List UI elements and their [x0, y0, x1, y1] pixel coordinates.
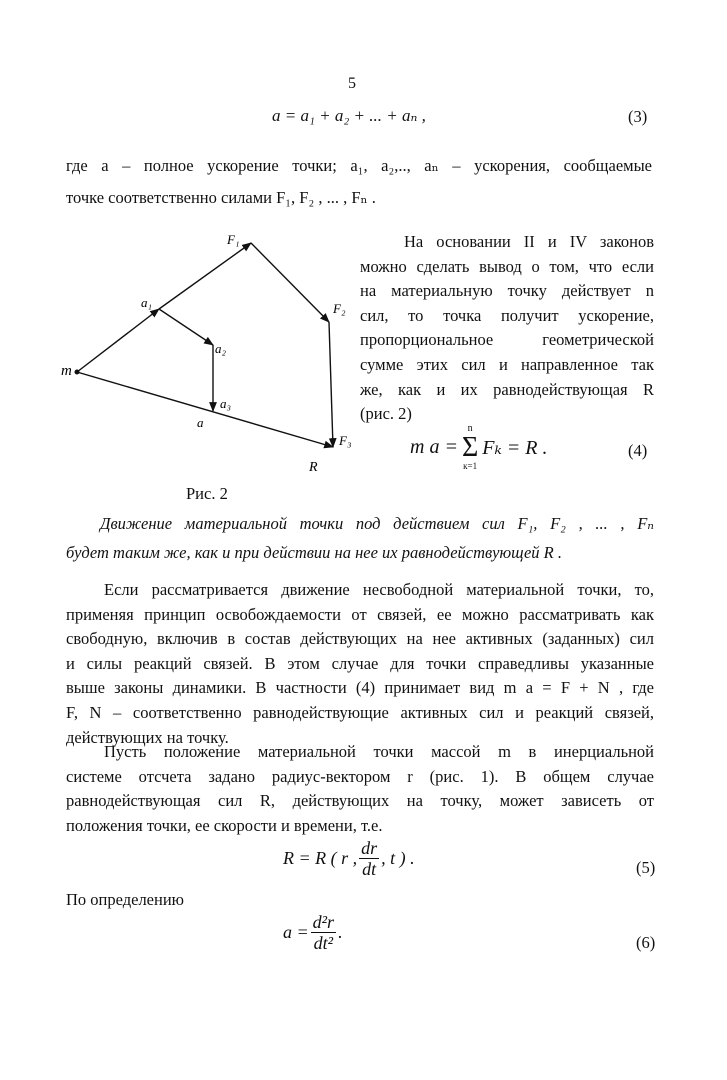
right-paragraph-line: На основании II и IV законов — [404, 232, 654, 251]
paragraph-line: свободную, включив в состав действующих на нее активных (заданных) сил — [66, 629, 654, 649]
sigma-symbol: Σ — [461, 432, 479, 463]
right-paragraph-line: сил, то точка получит ускорение, — [360, 305, 654, 325]
where-line-2: точке соответственно силами F₁, F₂ , ... , Fₙ . — [66, 188, 376, 207]
fraction-denominator: dt — [362, 859, 377, 879]
paragraph-line: положения точки, ее скорости и времени, т.е. — [66, 815, 383, 835]
right-paragraph-line: пропорциональное геометрической — [360, 330, 654, 350]
paragraph-line: и силы реакций связей. В этом случае для точки справедливы указанные — [66, 653, 654, 673]
right-paragraph — [360, 230, 654, 427]
equation-6-right: . — [338, 922, 343, 942]
equation-3: a = a₁ + a₂ + ... + aₙ , — [272, 106, 426, 125]
vector-F2 — [251, 243, 329, 322]
equation-5-left: R = R ( r , — [283, 848, 358, 868]
italic-statement — [100, 510, 654, 538]
paragraph-line: действующих на точку. — [66, 727, 229, 747]
label-F3: F₃ — [339, 433, 352, 448]
label-a1: a₁ — [141, 295, 153, 310]
force-polygon-figure — [55, 225, 370, 485]
italic-statement-2 — [66, 539, 562, 567]
paragraph-constraints — [66, 578, 654, 750]
equation-5-right: , t ) . — [381, 848, 415, 868]
paragraph-position — [66, 740, 654, 838]
fraction-numerator: dr — [361, 838, 378, 858]
equation-3-number: (3) — [628, 107, 648, 126]
right-paragraph-line: же, как и их равнодействующая R — [360, 379, 654, 399]
vector-F1 — [159, 243, 251, 309]
paragraph-line: применяя принцип освобождаемости от связей, ее можно рассматривать как — [66, 604, 654, 624]
italic-statement-line: будет таким же, как и при действии на нее их равнодействующей R . — [66, 543, 563, 562]
paragraph-line: системе отсчета задано радиус-вектором r (рис. 1). В общем случае — [66, 766, 654, 786]
summation — [462, 424, 478, 471]
right-paragraph-line: на материальную точку действует n — [360, 281, 654, 301]
label-m: m — [61, 363, 72, 379]
right-paragraph-line: (рис. 2) — [360, 404, 412, 424]
label-a2: a₂ — [215, 341, 227, 356]
equation-4-right: Fₖ = R . — [482, 437, 548, 459]
label-F2: F₂ — [333, 301, 346, 316]
equation-4 — [410, 424, 547, 471]
where-line-1: где a – полное ускорение точки; a₁, a₂,.., aₙ – ускорения, сообщаемые — [66, 156, 652, 175]
fraction-denominator: dt² — [313, 933, 334, 953]
italic-statement-line: Движение материальной точки под действием сил F₁, F₂ , ... , Fₙ — [100, 514, 654, 533]
fraction-numerator: d²r — [312, 912, 335, 932]
vector-F3 — [329, 322, 333, 447]
label-R: R — [309, 460, 318, 475]
label-a3: a₃ — [220, 396, 232, 411]
equation-6 — [283, 912, 343, 953]
vector-a1 — [77, 309, 159, 372]
sum-lower-limit: к=1 — [463, 461, 478, 471]
paragraph-line: выше законы динамики. В частности (4) принимает вид m a = F + N , где — [66, 678, 654, 698]
equation-5-number: (5) — [636, 858, 656, 877]
equation-4-left: m a = — [410, 436, 458, 458]
vector-a2 — [159, 309, 213, 345]
vector-R — [77, 372, 333, 447]
right-paragraph-line: сумме этих сил и направленное так — [360, 354, 654, 374]
fraction-dr-dt — [359, 838, 379, 879]
figure-caption: Рис. 2 — [186, 484, 228, 503]
paragraph-line: равнодействующая сил R, действующих на точку, может зависеть от — [66, 791, 654, 811]
right-paragraph-line: можно сделать вывод о том, что если — [360, 256, 654, 276]
label-F1: F₁ — [227, 232, 240, 247]
by-definition-label: По определению — [66, 890, 184, 909]
label-a: a — [197, 415, 204, 430]
fraction-d2r-dt2 — [311, 912, 336, 953]
paragraph-line: Пусть положение материальной точки массой m в инерциальной — [104, 742, 654, 761]
equation-5 — [283, 838, 415, 879]
paragraph-line: F, N – соответственно равнодействующие активных сил и реакций связей, — [66, 702, 654, 722]
sum-upper-limit: n — [467, 423, 473, 434]
equation-4-number: (4) — [628, 441, 648, 460]
paragraph-line: Если рассматривается движение несвободной материальной точки, то, — [104, 580, 654, 599]
equation-6-left: a = — [283, 922, 309, 942]
equation-6-number: (6) — [636, 933, 656, 952]
page-number: 5 — [348, 75, 356, 92]
